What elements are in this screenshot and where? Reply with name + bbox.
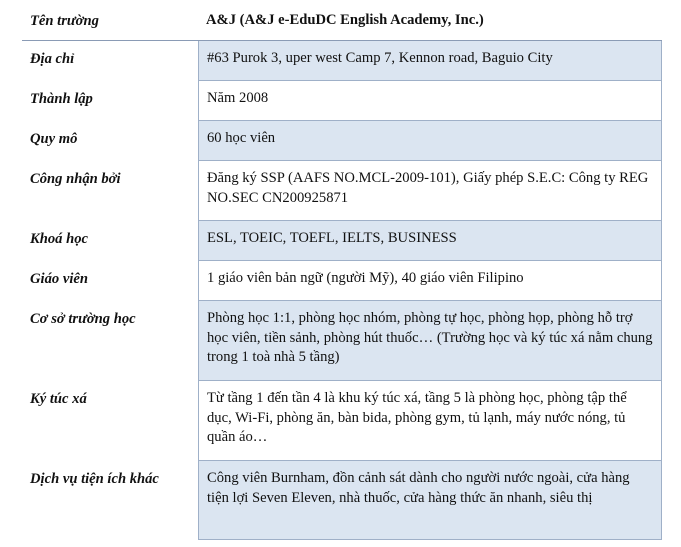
row-value: Từ tầng 1 đến tần 4 là khu ký túc xá, tầng 5 là phòng học, phòng tập thể dục, Wi-Fi, phòng ăn, bàn bida, phòng gym, tủ lạnh, máy nước nóng, tủ quần áo…: [198, 381, 662, 461]
table-row: [22, 41, 662, 81]
row-label: Quy mô: [30, 131, 78, 147]
table-row: [22, 301, 662, 381]
row-value: Phòng học 1:1, phòng học nhóm, phòng tự học, phòng họp, phòng hỗ trợ học viên, tiền sảnh, phòng hút thuốc… (Trường học và ký túc xá nằm chung trong 1 toà nhà 5 tầng): [198, 301, 662, 381]
row-value: A&J (A&J e-EduDC English Academy, Inc.): [206, 12, 484, 28]
row-label: Khoá học: [30, 231, 88, 247]
school-info-table: [22, 4, 662, 540]
row-label: Dịch vụ tiện ích khác: [30, 471, 159, 487]
row-label: Công nhận bởi: [30, 171, 121, 187]
table-row: [22, 121, 662, 161]
row-value: Công viên Burnham, đồn cảnh sát dành cho người nước ngoài, cửa hàng tiện lợi Seven Eleven, nhà thuốc, cửa hàng thức ăn nhanh, siêu thị: [198, 461, 662, 540]
table-row: [22, 4, 662, 41]
table-row: [22, 261, 662, 301]
row-value: Năm 2008: [198, 81, 662, 121]
table-row: [22, 381, 662, 461]
row-value: #63 Purok 3, uper west Camp 7, Kennon road, Baguio City: [198, 41, 662, 81]
row-label: Tên trường: [30, 13, 99, 29]
table-row: [22, 81, 662, 121]
row-label: Giáo viên: [30, 271, 88, 287]
row-value: Đăng ký SSP (AAFS NO.MCL-2009-101), Giấy phép S.E.C: Công ty REG NO.SEC CN200925871: [198, 161, 662, 221]
row-value: ESL, TOEIC, TOEFL, IELTS, BUSINESS: [198, 221, 662, 261]
table-row: [22, 161, 662, 221]
row-value: 60 học viên: [198, 121, 662, 161]
row-label: Địa chỉ: [30, 51, 75, 67]
row-label: Thành lập: [30, 91, 93, 107]
row-label: Ký túc xá: [30, 391, 87, 407]
table-row: [22, 221, 662, 261]
row-label: Cơ sở trường học: [30, 311, 136, 327]
row-value: 1 giáo viên bản ngữ (người Mỹ), 40 giáo viên Filipino: [198, 261, 662, 301]
table-row: [22, 461, 662, 540]
